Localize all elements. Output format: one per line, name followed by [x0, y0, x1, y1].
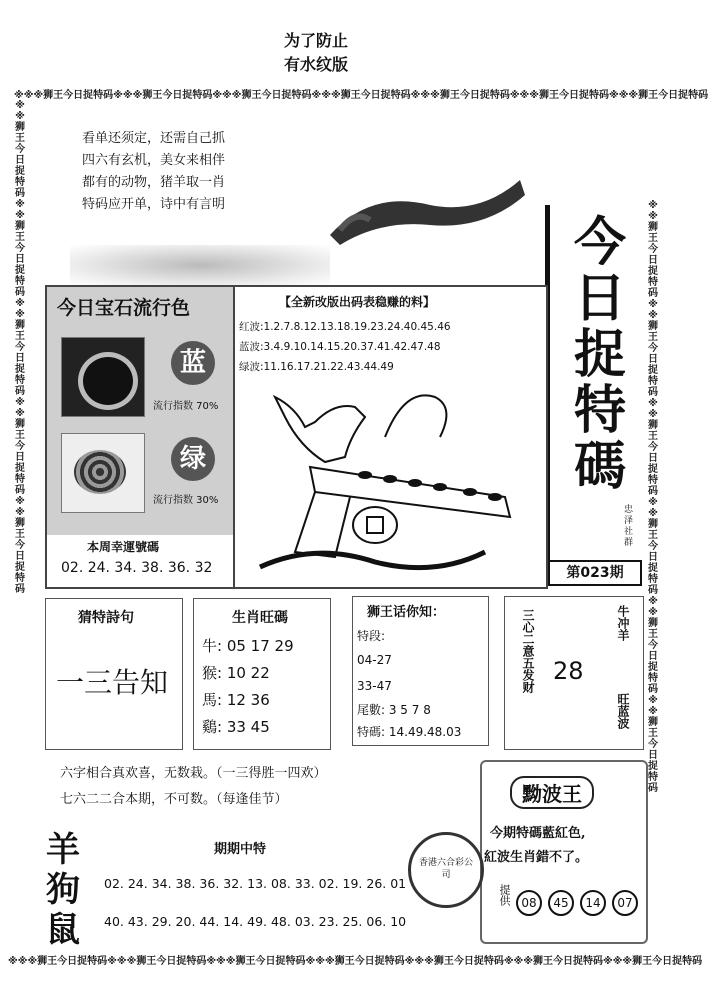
right-vertical-text: 三心二意五发财 — [521, 609, 535, 693]
special-row-1: 02. 24. 34. 38. 36. 32. 13. 08. 33. 02. 19. 26. 01 — [104, 876, 407, 891]
zodiac-row: 馬: 12 36 — [202, 691, 270, 709]
wave-blue: 蓝波:3.4.9.10.14.15.20.37.41.42.47.48 — [239, 341, 441, 353]
title-char: 特 — [573, 381, 626, 441]
bottom-border-text: ※※※狮王今日捉特码※※※狮王今日捉特码※※※狮王今日捉特码※※※狮王今日捉特码※※※狮王今日捉特码※※※狮王今日捉特码※※※狮王今日捉特码 — [8, 956, 703, 967]
guess-poem-box — [45, 598, 183, 750]
intro-poem-line: 都有的动物，猪羊取一肖 — [82, 175, 226, 190]
number-ball: 14 — [580, 890, 606, 916]
title-char: 碼 — [573, 437, 626, 497]
zodiac-row: 鷄: 33 45 — [202, 718, 270, 736]
lion-says-row: 特碼: 14.49.48.03 — [357, 725, 462, 739]
wave-panel-title: 【全新改版出码表稳赚的料】 — [279, 295, 436, 309]
gem-color-2: 绿 — [171, 437, 215, 481]
special-animal: 鼠 — [46, 910, 80, 950]
header-line-2: 有水纹版 — [284, 55, 349, 74]
intro-poem-line: 四六有玄机，美女来相伴 — [82, 153, 226, 168]
special-row-2: 40. 43. 29. 20. 44. 14. 49. 48. 03. 23. 25. 06. 10 — [104, 914, 407, 929]
wave-king-title: 黝波王 — [510, 776, 594, 809]
issue-number: 第023期 — [548, 560, 642, 586]
number-ball: 07 — [612, 890, 638, 916]
lion-says-box — [352, 596, 489, 746]
special-animal: 狗 — [46, 870, 80, 910]
gem-panel — [45, 285, 236, 589]
lucky-area — [47, 535, 234, 587]
left-border-text: ※※狮王今日捉特码※※狮王今日捉特码※※狮王今日捉特码※※狮王今日捉特码※※狮王今日捉特码 — [15, 100, 25, 595]
number-ball: 45 — [548, 890, 574, 916]
bottom-poem-line: 七六二二合本期，不可数。（每逢佳节） — [60, 792, 288, 807]
gray-cloud — [70, 245, 330, 285]
wave-king-line1: 今期特碼藍紅色, — [490, 826, 586, 841]
right-bottom-text: 旺蓝波 — [616, 693, 630, 729]
guess-poem-text: 一三告知 — [56, 666, 169, 699]
title-panel — [545, 205, 650, 583]
lion-says-row: 特段: — [357, 629, 386, 643]
bottom-poem-line: 六字相合真欢喜，无数栽。（一三得胜一四欢） — [60, 766, 327, 781]
number-ball: 08 — [516, 890, 542, 916]
title-char: 捉 — [573, 325, 626, 385]
lucky-numbers: 02. 24. 34. 38. 36. 32 — [61, 560, 213, 576]
gem-panel-title: 今日宝石流行色 — [57, 297, 191, 319]
title-sub-char: 泽 — [624, 516, 634, 526]
lion-says-row: 04-27 — [357, 653, 392, 667]
lion-says-row: 33-47 — [357, 679, 392, 693]
intro-poem — [82, 128, 225, 216]
special-animal: 羊 — [46, 830, 80, 870]
zodiac-row: 牛: 05 17 29 — [202, 637, 294, 655]
title-sub — [624, 505, 636, 549]
wave-red: 红波:1.2.7.8.12.13.18.19.23.24.40.45.46 — [239, 321, 451, 333]
wave-panel — [233, 285, 548, 589]
title-sub-char: 群 — [624, 538, 634, 548]
bird-abacus-illustration — [255, 377, 545, 582]
zodiac-row: 猴: 10 22 — [202, 664, 270, 682]
guess-poem-title: 猜特詩句 — [78, 610, 134, 626]
ring-image-2 — [61, 433, 145, 513]
wave-king-tip: 提供 — [498, 884, 511, 906]
intro-poem-line: 特码应开单，诗中有言明 — [82, 197, 226, 212]
seal-text: 香港六合彩公司 — [418, 858, 473, 880]
right-number: 28 — [553, 657, 584, 685]
company-seal — [408, 832, 484, 908]
gem-index-1: 流行指数 70% — [153, 401, 219, 412]
title-sub-char: 忠 — [624, 505, 634, 515]
ball-row — [516, 890, 638, 916]
ink-brush-decoration — [310, 120, 530, 250]
lucky-title: 本周幸運號碼 — [87, 540, 160, 554]
zodiac-title: 生肖旺碼 — [232, 610, 288, 626]
intro-poem-line: 看单还须定，还需自己抓 — [82, 131, 226, 146]
lion-says-title: 狮王话你知： — [367, 605, 446, 620]
ring-image-1 — [61, 337, 145, 417]
right-top-text: 牛冲羊 — [616, 605, 630, 641]
special-animals — [46, 830, 80, 950]
gem-color-1: 蓝 — [171, 341, 215, 385]
right-border-text: ※※狮王今日捉特码※※狮王今日捉特码※※狮王今日捉特码※※狮王今日捉特码※※狮王今日捉特码※※狮王今日捉特码 — [648, 200, 658, 794]
special-title: 期期中特 — [214, 842, 267, 857]
wave-king-line2: 紅波生肖錯不了。 — [484, 850, 589, 865]
gem-index-2: 流行指数 30% — [153, 495, 219, 506]
wave-king-box — [480, 760, 648, 944]
top-border-text: ※※※狮王今日捉特码※※※狮王今日捉特码※※※狮王今日捉特码※※※狮王今日捉特码※※※狮王今日捉特码※※※狮王今日捉特码※※※狮王今日捉特码 — [14, 90, 708, 101]
header-line-1: 为了防止 — [284, 31, 349, 50]
right-info-box — [504, 596, 644, 750]
wave-green: 绿波:11.16.17.21.22.43.44.49 — [239, 361, 394, 373]
title-char: 日 — [573, 269, 626, 329]
lion-says-row: 尾數: 3 5 7 8 — [357, 703, 431, 717]
zodiac-box — [193, 598, 331, 750]
title-sub-char: 社 — [624, 527, 634, 537]
title-char: 今 — [573, 213, 626, 273]
